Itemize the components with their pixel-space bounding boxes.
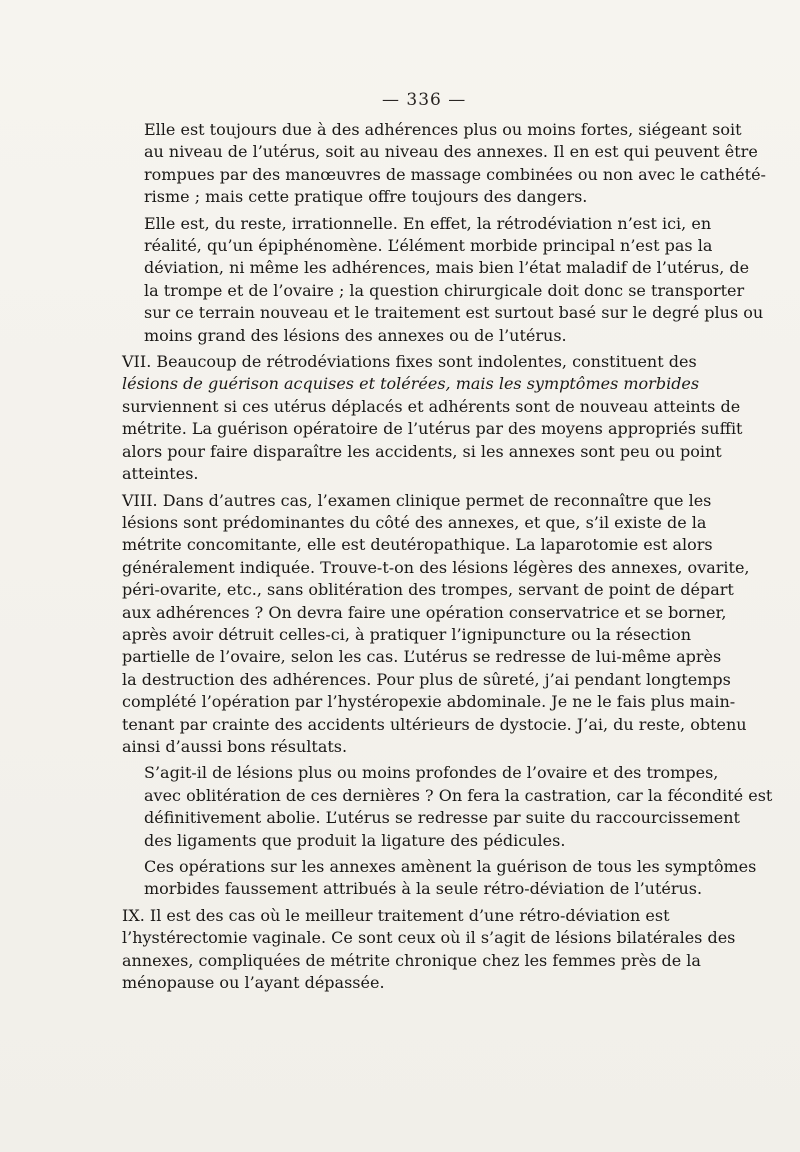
text-line: métrite. La guérison opératoire de l’utérus par des moyens appropriés suffit — [122, 419, 743, 439]
text-line: l’hystérectomie vaginale. Ce sont ceux où il s’agit de lésions bilatérales des — [122, 928, 736, 948]
text-line: après avoir détruit celles-ci, à pratiquer l’ignipuncture ou la résection — [122, 624, 692, 644]
text-line: complété l’opération par l’hystéropexie abdominale. Je ne le fais plus main- — [122, 692, 736, 712]
text-line — [122, 490, 726, 512]
text-line: alors pour faire disparaître les accidents, si les annexes sont peu ou point — [122, 441, 722, 461]
text-line: partielle de l’ovaire, selon les cas. L’utérus se redresse de lui-même après — [122, 647, 722, 667]
text-line: ainsi d’aussi bons résultats. — [122, 736, 348, 756]
text-line: annexes, compliquées de métrite chronique chez les femmes près de la — [122, 950, 701, 970]
text-line: déviation, ni même les adhérences, mais bien l’état maladif de l’utérus, de — [144, 258, 750, 278]
text-line: morbides faussement attribués à la seule rétro-déviation de l’utérus. — [144, 879, 703, 899]
text-line: aux adhérences ? On devra faire une opération conservatrice et se borner, — [122, 602, 727, 622]
section-number: IX. — [122, 905, 145, 925]
text-line: sur ce terrain nouveau et le traitement est surtout basé sur le degré plus ou — [144, 303, 764, 323]
section-number: VIII. — [122, 490, 158, 510]
text-line: atteintes. — [122, 464, 199, 484]
section-number: VII. — [122, 352, 152, 372]
text-line: Elle est, du reste, irrationnelle. En effet, la rétrodéviation n’est ici, en — [144, 213, 712, 233]
paragraph-3 — [122, 351, 743, 485]
text-fragment: Il est des cas où le meilleur traitement d’une rétro-déviation est — [144, 905, 670, 925]
text-line: Elle est toujours due à des adhérences plus ou moins fortes, siégeant soit — [144, 120, 742, 139]
text-line: rompues par des manœuvres de massage combinées ou non avec le cathété- — [144, 164, 766, 184]
text-line: généralement indiquée. Trouve-t-on des lésions légères des annexes, ovarite, — [122, 557, 750, 577]
text-line: ménopause ou l’ayant dépassée. — [122, 973, 385, 993]
text-line: S’agit-il de lésions plus ou moins profondes de l’ovaire et des trompes, — [144, 763, 719, 783]
text-line — [122, 351, 726, 373]
paragraph-4 — [122, 490, 750, 759]
text-line: avec oblitération de ces dernières ? On fera la castration, car la fécondité est — [144, 785, 773, 805]
text-line: au niveau de l’utérus, soit au niveau des annexes. Il en est qui peuvent être — [144, 142, 758, 162]
text-line: réalité, qu’un épiphénomène. L’élément morbide principal n’est pas la — [144, 236, 713, 256]
text-fragment: Dans d’autres cas, l’examen clinique permet de reconnaître que les — [157, 490, 712, 510]
text-line: Ces opérations sur les annexes amènent la guérison de tous les symptômes — [144, 857, 757, 876]
page-number: — 336 — — [382, 90, 467, 110]
body-text — [122, 119, 773, 998]
text-line: péri-ovarite, etc., sans oblitération des trompes, servant de point de départ — [122, 580, 734, 600]
paragraph-6 — [122, 856, 757, 901]
text-line: risme ; mais cette pratique offre toujours des dangers. — [144, 187, 588, 207]
text-line: lésions de guérison acquises et tolérées, mais les symptômes morbides — [122, 374, 700, 394]
text-line: moins grand des lésions des annexes ou de l’utérus. — [144, 325, 567, 345]
text-line: des ligaments que produit la ligature des pédicules. — [144, 830, 566, 850]
text-line: la destruction des adhérences. Pour plus de sûreté, j’ai pendant longtemps — [122, 669, 731, 689]
text-line: définitivement abolie. L’utérus se redresse par suite du raccourcissement — [144, 808, 740, 828]
text-line: surviennent si ces utérus déplacés et adhérents sont de nouveau atteints de — [122, 396, 741, 416]
paragraph-5 — [122, 762, 773, 852]
text-fragment: Beaucoup de rétrodéviations fixes sont indolentes, constituent des — [151, 352, 697, 372]
text-line: tenant par crainte des accidents ultérieurs de dystocie. J’ai, du reste, obtenu — [122, 714, 747, 734]
paragraph-1 — [122, 119, 766, 209]
paragraph-2 — [122, 213, 764, 347]
text-line: métrite concomitante, elle est deutéropathique. La laparotomie est alors — [122, 535, 713, 555]
text-line: lésions sont prédominantes du côté des annexes, et que, s’il existe de la — [122, 512, 707, 532]
text-line — [122, 905, 726, 927]
text-line: la trompe et de l’ovaire ; la question chirurgicale doit donc se transporter — [144, 280, 745, 300]
paragraph-7 — [122, 905, 736, 995]
